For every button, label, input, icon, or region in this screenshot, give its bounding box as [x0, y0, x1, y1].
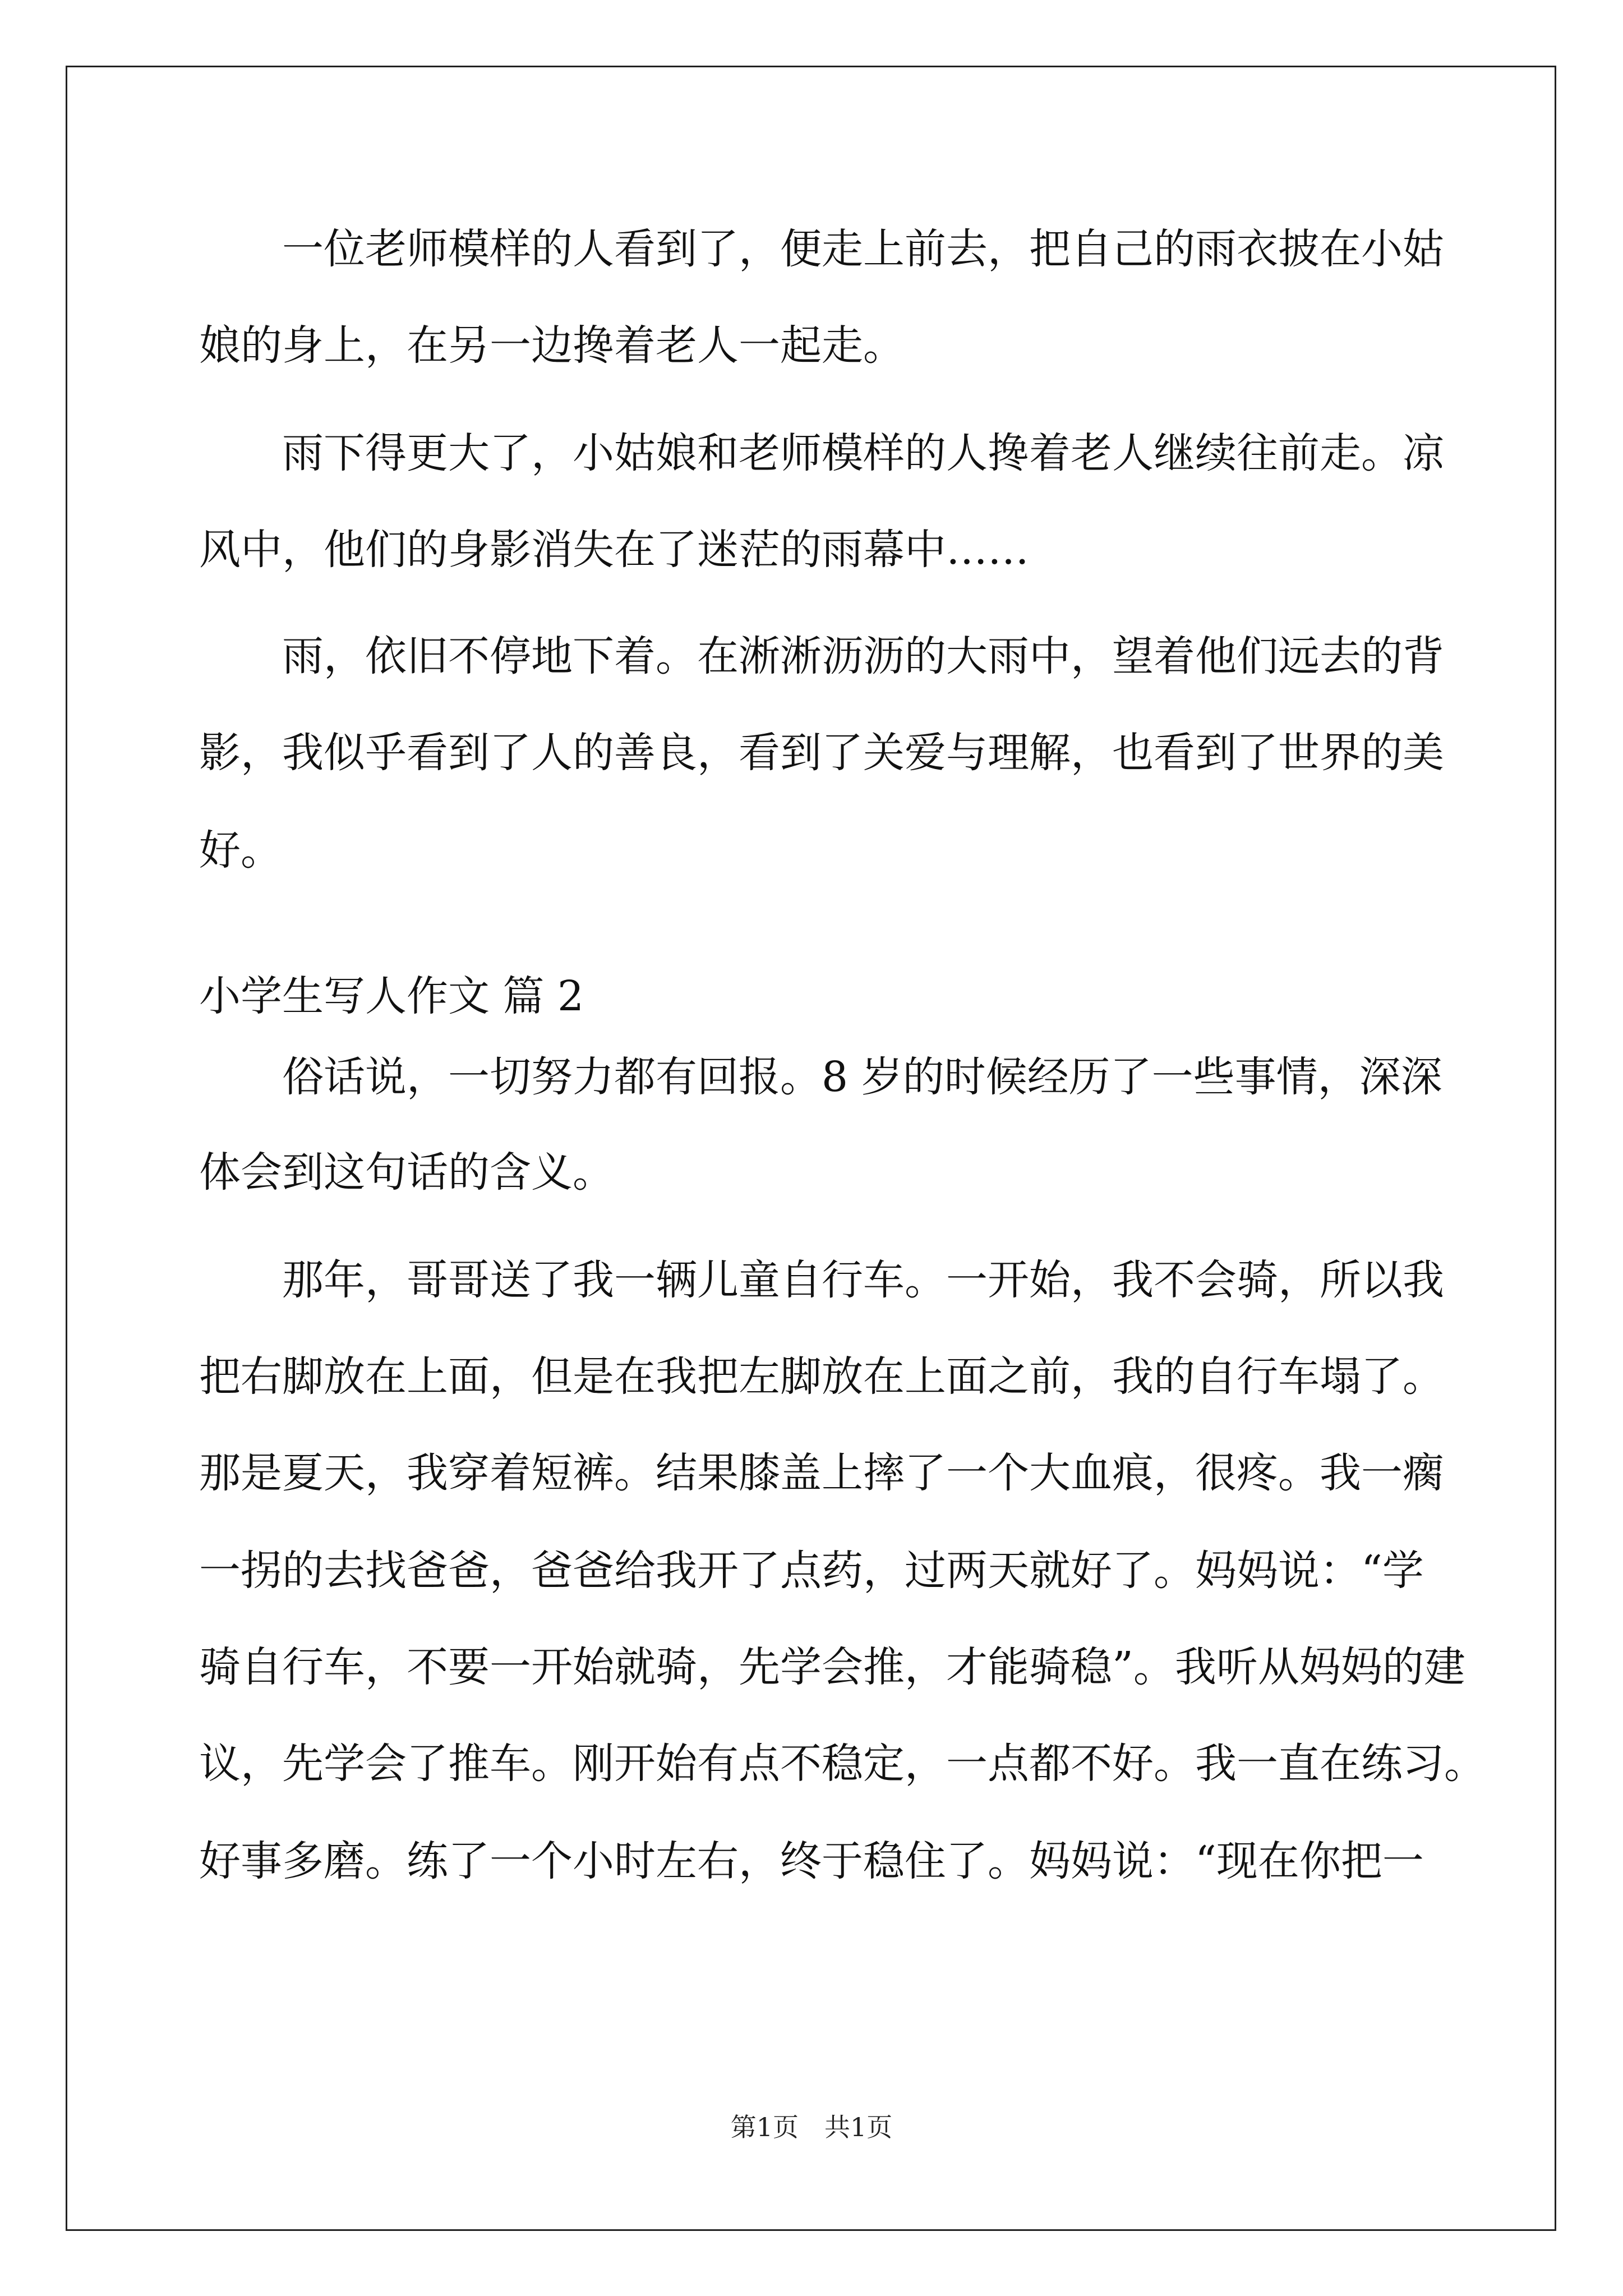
paragraph-line: 俗话说，一切努力都有回报。8 岁的时候经历了一些事情，深深: [282, 1053, 1442, 1101]
page-number-footer: 第1页 共1页: [730, 2112, 893, 2142]
section-heading: 小学生写人作文 篇 2: [199, 972, 584, 1020]
paragraph-line: 把右脚放在上面，但是在我把左脚放在上面之前，我的自行车塌了。: [199, 1352, 1444, 1401]
paragraph-line: 议，先学会了推车。刚开始有点不稳定，一点都不好。我一直在练习。: [199, 1740, 1486, 1788]
paragraph-line: 一位老师模样的人看到了，便走上前去，把自己的雨衣披在小姑: [282, 225, 1444, 273]
paragraph-line: 那是夏天，我穿着短裤。结果膝盖上摔了一个大血痕，很疼。我一瘸: [199, 1449, 1444, 1497]
paragraph-line: 那年，哥哥送了我一辆儿童自行车。一开始，我不会骑，所以我: [282, 1256, 1444, 1304]
paragraph-line: 风中，他们的身影消失在了迷茫的雨幕中……: [199, 526, 1029, 574]
paragraph-line: 雨下得更大了，小姑娘和老师模样的人搀着老人继续往前走。凉: [282, 429, 1444, 477]
paragraph-line: 骑自行车，不要一开始就骑，先学会推，才能骑稳”。我听从妈妈的建: [199, 1643, 1465, 1691]
paragraph-line: 影，我似乎看到了人的善良，看到了关爱与理解，也看到了世界的美: [199, 729, 1444, 777]
paragraph-line: 一拐的去找爸爸，爸爸给我开了点药，过两天就好了。妈妈说：“学: [199, 1547, 1424, 1595]
paragraph-line: 好事多磨。练了一个小时左右，终于稳住了。妈妈说：“现在你把一: [199, 1837, 1424, 1885]
paragraph-line: 雨，依旧不停地下着。在淅淅沥沥的大雨中，望着他们远去的背: [282, 632, 1444, 680]
paragraph-line: 好。: [199, 826, 282, 875]
paragraph-line: 娘的身上，在另一边搀着老人一起走。: [199, 321, 905, 370]
paragraph-line: 体会到这句话的含义。: [199, 1148, 614, 1197]
